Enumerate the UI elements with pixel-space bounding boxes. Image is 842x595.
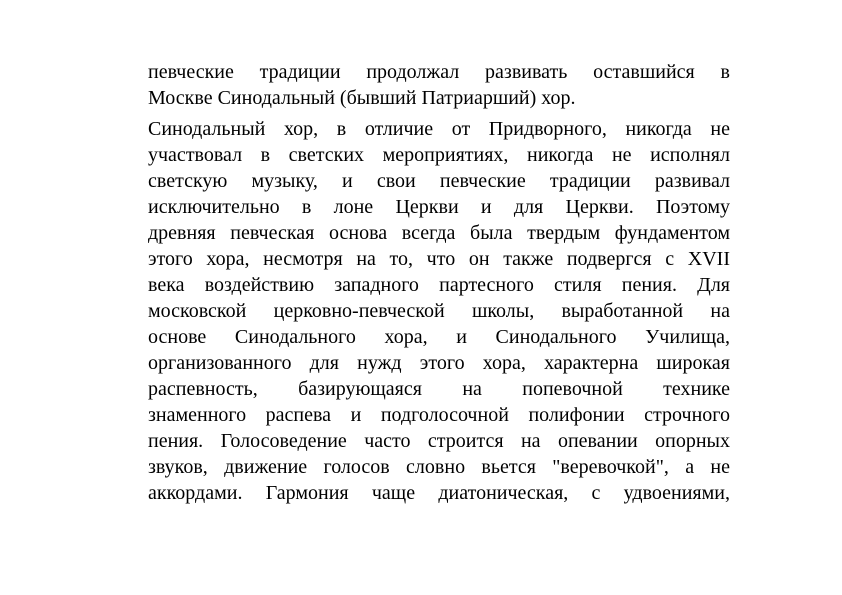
text-line: организованного для нужд этого хора, характерна широкая bbox=[148, 352, 730, 374]
text-line: звуков, движение голосов словно вьется "веревочкой", а не bbox=[148, 456, 730, 478]
paragraph-continuation bbox=[148, 59, 730, 111]
text-line: аккордами. Гармония чаще диатоническая, с удвоениями, bbox=[148, 482, 730, 504]
text-line: Москве Синодальный (бывший Патриарший) хор. bbox=[148, 87, 576, 109]
paragraph-synodal-choir bbox=[148, 116, 730, 506]
text-line: древняя певческая основа всегда была твердым фундаментом bbox=[148, 222, 730, 244]
text-line: светскую музыку, и свои певческие традиции развивал bbox=[148, 170, 730, 192]
text-line: века воздействию западного партесного стиля пения. Для bbox=[148, 274, 730, 296]
text-line: этого хора, несмотря на то, что он также подвергся с XVII bbox=[148, 248, 730, 270]
text-line: знаменного распева и подголосочной полифонии строчного bbox=[148, 404, 730, 426]
text-line: пения. Голосоведение часто строится на опевании опорных bbox=[148, 430, 730, 452]
text-line: распевность, базирующаяся на попевочной технике bbox=[148, 378, 730, 400]
text-line: основе Синодального хора, и Синодального Училища, bbox=[148, 326, 730, 348]
text-line: исключительно в лоне Церкви и для Церкви. Поэтому bbox=[148, 196, 730, 218]
text-line: участвовал в светских мероприятиях, никогда не исполнял bbox=[148, 144, 730, 166]
text-line: певческие традиции продолжал развивать оставшийся в bbox=[148, 61, 730, 83]
text-line: московской церковно-певческой школы, выработанной на bbox=[148, 300, 730, 322]
text-line: Синодальный хор, в отличие от Придворного, никогда не bbox=[148, 118, 730, 140]
